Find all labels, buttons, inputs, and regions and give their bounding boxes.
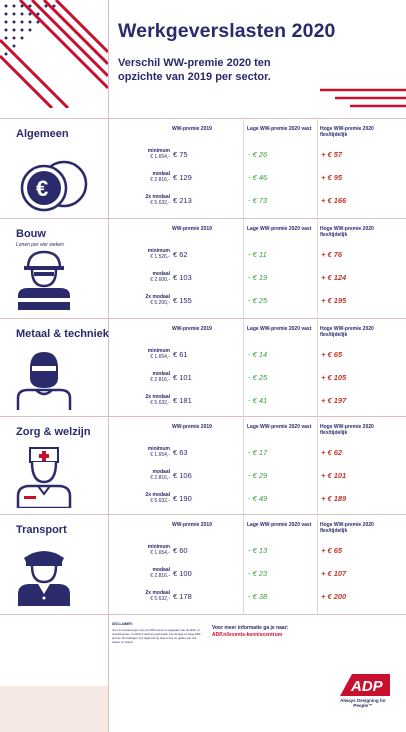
more-info-text: Voor meer informatie ga je naar:	[212, 625, 289, 631]
value-2019: € 190	[173, 494, 192, 503]
value-high-2020: + € 197	[321, 396, 347, 405]
section-divider	[0, 318, 406, 319]
value-high-2020: + € 189	[321, 494, 347, 503]
level-name: minimum	[147, 248, 170, 254]
value-low-2020: - € 73	[248, 196, 268, 205]
level-name: minimum	[147, 544, 170, 550]
col-header-2019: WW-premie 2019	[172, 126, 212, 132]
wage-level	[112, 248, 170, 260]
level-name: minimum	[147, 348, 170, 354]
value-2019: € 178	[173, 592, 192, 601]
level-wage: € 2.816,-	[150, 573, 170, 579]
driver-icon	[14, 544, 74, 611]
value-high-2020: + € 62	[321, 448, 343, 457]
wage-level	[112, 171, 170, 183]
level-wage: € 2.816,-	[150, 177, 170, 183]
wage-level	[112, 469, 170, 481]
value-2019: € 101	[173, 373, 192, 382]
value-high-2020: + € 200	[321, 592, 347, 601]
wage-level	[112, 148, 170, 160]
column-divider	[243, 218, 244, 318]
col-header-low: Lage WW-premie 2020 vast	[247, 226, 312, 232]
level-name: minimum	[147, 446, 170, 452]
value-high-2020: + € 166	[321, 196, 347, 205]
level-name: modaal	[152, 171, 170, 177]
value-high-2020: + € 105	[321, 373, 347, 382]
level-wage: € 1.654,-	[150, 354, 170, 360]
construction-worker-icon	[14, 248, 74, 315]
column-divider	[108, 0, 109, 732]
footer-panel	[0, 686, 108, 732]
value-2019: € 61	[173, 350, 188, 359]
column-divider	[243, 416, 244, 514]
disclaimer-text: Voor de berekeningen van de WW-premie is uitgegaan van de ADP- en sectorpremies. In 2019 is rekening gehouden met de lage en hoge WW-premie. De bedragen zijn afgerond op hele euro's en gelden per vier weken of maand.	[112, 628, 202, 644]
disclaimer	[112, 622, 202, 644]
level-name: minimum	[147, 148, 170, 154]
wage-level	[112, 371, 170, 383]
level-wage: € 5.632,-	[150, 200, 170, 206]
value-low-2020: - € 19	[248, 273, 268, 282]
level-name: 2x modaal	[145, 394, 170, 400]
value-high-2020: + € 195	[321, 296, 347, 305]
value-low-2020: - € 38	[248, 592, 268, 601]
value-low-2020: - € 17	[248, 448, 268, 457]
nurse-icon	[14, 446, 74, 513]
level-wage: € 1.654,-	[150, 550, 170, 556]
wage-level	[112, 544, 170, 556]
level-name: modaal	[152, 271, 170, 277]
value-2019: € 63	[173, 448, 188, 457]
value-low-2020: - € 41	[248, 396, 268, 405]
level-wage: € 5.632,-	[150, 400, 170, 406]
value-2019: € 181	[173, 396, 192, 405]
sector-name: Zorg & welzijn	[16, 426, 91, 438]
value-high-2020: + € 57	[321, 150, 343, 159]
wage-level	[112, 194, 170, 206]
wage-level	[112, 348, 170, 360]
level-name: modaal	[152, 371, 170, 377]
page-subtitle: Verschil WW-premie 2020 ten opzichte van 2019 per sector.	[118, 57, 271, 83]
column-divider	[243, 514, 244, 614]
decorative-stripes	[300, 80, 406, 120]
col-header-high: Hoge WW-premie 2020 flex/tijdelijk	[320, 522, 374, 534]
value-high-2020: + € 65	[321, 350, 343, 359]
col-header-high: Hoge WW-premie 2020 flex/tijdelijk	[320, 326, 374, 338]
value-low-2020: - € 14	[248, 350, 268, 359]
wage-level	[112, 294, 170, 306]
level-wage: € 1.654,-	[150, 452, 170, 458]
level-wage: € 5.200,-	[150, 300, 170, 306]
column-divider	[243, 118, 244, 218]
value-high-2020: + € 124	[321, 273, 347, 282]
more-info	[212, 625, 288, 639]
value-high-2020: + € 107	[321, 569, 347, 578]
sector-name: Transport	[16, 524, 67, 536]
col-header-high: Hoge WW-premie 2020 flex/tijdelijk	[320, 226, 374, 238]
value-2019: € 60	[173, 546, 188, 555]
value-2019: € 213	[173, 196, 192, 205]
svg-text:ADP: ADP	[351, 678, 383, 695]
value-low-2020: - € 23	[248, 569, 268, 578]
value-low-2020: - € 46	[248, 173, 268, 182]
value-2019: € 62	[173, 250, 188, 259]
level-wage: € 2.816,-	[150, 377, 170, 383]
wage-level	[112, 567, 170, 579]
col-header-low: Lage WW-premie 2020 vast	[247, 126, 312, 132]
value-high-2020: + € 76	[321, 250, 343, 259]
value-low-2020: - € 49	[248, 494, 268, 503]
value-high-2020: + € 101	[321, 471, 347, 480]
level-name: 2x modaal	[145, 492, 170, 498]
wage-level	[112, 394, 170, 406]
level-wage: € 2.816,-	[150, 475, 170, 481]
value-low-2020: - € 29	[248, 471, 268, 480]
value-low-2020: - € 13	[248, 546, 268, 555]
value-high-2020: + € 65	[321, 546, 343, 555]
value-2019: € 75	[173, 150, 188, 159]
value-low-2020: - € 26	[248, 150, 268, 159]
sector-name: Algemeen	[16, 128, 69, 140]
column-divider	[243, 318, 244, 416]
page-title: Werkgeverslasten 2020	[118, 20, 336, 42]
wage-level	[112, 271, 170, 283]
welder-icon	[14, 348, 74, 415]
col-header-low: Lage WW-premie 2020 vast	[247, 424, 312, 430]
level-name: 2x modaal	[145, 590, 170, 596]
col-header-2019: WW-premie 2019	[172, 522, 212, 528]
value-low-2020: - € 25	[248, 296, 268, 305]
column-divider	[317, 318, 318, 416]
value-2019: € 100	[173, 569, 192, 578]
disclaimer-title: DISCLAIMER:	[112, 622, 133, 626]
more-info-link[interactable]: ADP.nl/events-kenniscentrum	[212, 632, 283, 638]
level-wage: € 5.632,-	[150, 498, 170, 504]
value-low-2020: - € 25	[248, 373, 268, 382]
value-high-2020: + € 95	[321, 173, 343, 182]
section-divider	[0, 118, 406, 119]
tagline: Always Designing for People™	[340, 698, 386, 708]
wage-level	[112, 492, 170, 504]
column-divider	[317, 514, 318, 614]
column-divider	[317, 118, 318, 218]
section-divider	[0, 218, 406, 219]
adp-logo	[338, 672, 392, 698]
level-wage: € 2.600,-	[150, 277, 170, 283]
decorative-pattern	[0, 0, 108, 108]
col-header-high: Hoge WW-premie 2020 flex/tijdelijk	[320, 424, 374, 436]
level-wage: € 1.654,-	[150, 154, 170, 160]
value-2019: € 103	[173, 273, 192, 282]
level-name: 2x modaal	[145, 194, 170, 200]
value-2019: € 155	[173, 296, 192, 305]
section-divider	[0, 514, 406, 515]
sector-name: Bouw	[16, 228, 46, 240]
level-name: 2x modaal	[145, 294, 170, 300]
level-wage: € 5.632,-	[150, 596, 170, 602]
wage-level	[112, 590, 170, 602]
col-header-2019: WW-premie 2019	[172, 424, 212, 430]
value-2019: € 129	[173, 173, 192, 182]
level-name: modaal	[152, 469, 170, 475]
column-divider	[317, 218, 318, 318]
value-low-2020: - € 11	[248, 250, 267, 259]
svg-text:€: €	[36, 176, 49, 201]
col-header-2019: WW-premie 2019	[172, 226, 212, 232]
col-header-low: Lage WW-premie 2020 vast	[247, 522, 312, 528]
level-wage: € 1.526,-	[150, 254, 170, 260]
value-2019: € 106	[173, 471, 192, 480]
level-name: modaal	[152, 567, 170, 573]
euro-coins-icon	[14, 158, 94, 223]
col-header-high: Hoge WW-premie 2020 flex/tijdelijk	[320, 126, 374, 138]
section-divider	[0, 614, 406, 615]
sector-sub: Lonen per vier weken	[16, 242, 64, 248]
sector-name: Metaal & techniek	[16, 328, 109, 340]
column-divider	[317, 416, 318, 514]
wage-level	[112, 446, 170, 458]
col-header-low: Lage WW-premie 2020 vast	[247, 326, 312, 332]
section-divider	[0, 416, 406, 417]
col-header-2019: WW-premie 2019	[172, 326, 212, 332]
